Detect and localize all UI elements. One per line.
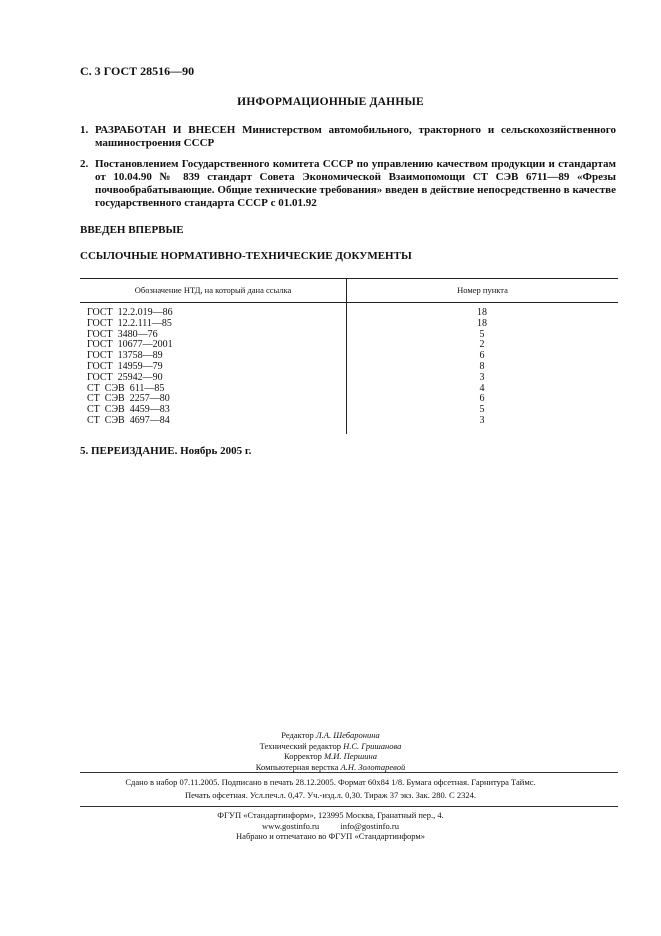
point-number: 5 xyxy=(479,328,485,340)
document-designation: ГОСТ 12.2.111—85 xyxy=(87,317,172,329)
introduced-first: ВВЕДЕН ВПЕРВЫЕ xyxy=(80,224,184,236)
document-designation: СТ СЭВ 2257—80 xyxy=(87,393,170,405)
table-row xyxy=(80,319,618,330)
divider xyxy=(80,772,618,773)
document-designation: СТ СЭВ 4697—84 xyxy=(87,414,170,426)
table-header-border xyxy=(80,302,618,303)
item-number: 1. xyxy=(80,124,89,136)
item-number: 2. xyxy=(80,158,89,170)
publisher-info xyxy=(0,810,661,842)
point-number: 18 xyxy=(477,317,487,329)
publication-info-line-2: Печать офсетная. Усл.печ.л. 0,47. Уч.-изд.л. 0,30. Тираж 37 экз. Зак. 280. С 2324. xyxy=(185,790,476,800)
point-number: 6 xyxy=(479,350,485,362)
point-number: 5 xyxy=(479,404,485,416)
section-title: ИНФОРМАЦИОННЫЕ ДАННЫЕ xyxy=(237,96,424,108)
document-designation: ГОСТ 12.2.019—86 xyxy=(87,307,173,318)
credits-block xyxy=(0,730,661,772)
point-number: 6 xyxy=(479,393,485,405)
publisher-address: ФГУП «Стандартинформ», 123995 Москва, Гранатный пер., 4. xyxy=(217,810,444,820)
table-row xyxy=(80,373,618,384)
item-text: Постановлением Государственного комитета СССР по управлению качеством продукции и стандартам от 10.04.90 № 839 стандарт Совета Экономической Взаимопомощи СТ СЭВ 6711—89 «Фрезы почвообрабатывающие. Общие технические требования» введен в действие непосредственно в качестве государственного стандарта СССР с 01.01.92 xyxy=(95,158,616,209)
publisher-contacts: www.gostinfo.ru info@gostinfo.ru xyxy=(262,820,399,831)
point-number: 18 xyxy=(477,307,487,318)
publication-info xyxy=(0,776,661,802)
table-row xyxy=(80,416,618,427)
info-item-1 xyxy=(80,124,616,150)
printer-note: Набрано и отпечатано во ФГУП «Стандартинформ» xyxy=(236,831,425,841)
point-number: 2 xyxy=(479,339,485,351)
column-header-document: Обозначение НТД, на который дана ссылка xyxy=(134,285,292,295)
item-text: РАЗРАБОТАН И ВНЕСЕН Министерством автомобильного, тракторного и сельскохозяйственного машиностроения СССР xyxy=(95,124,616,149)
document-designation: ГОСТ 25942—90 xyxy=(87,371,163,383)
point-number: 8 xyxy=(479,360,485,372)
document-designation: ГОСТ 10677—2001 xyxy=(87,339,173,351)
info-item-2 xyxy=(80,158,616,210)
layout-line: Компьютерная верстка А.Н. Золотаревой xyxy=(255,761,406,772)
document-designation: ГОСТ 13758—89 xyxy=(87,350,163,362)
reissue-note: 5. ПЕРЕИЗДАНИЕ. Ноябрь 2005 г. xyxy=(80,445,252,457)
page-header: С. 3 ГОСТ 28516—90 xyxy=(80,64,195,78)
column-header-point: Номер пункта xyxy=(457,285,508,295)
document-designation: ГОСТ 14959—79 xyxy=(87,360,163,372)
divider xyxy=(80,806,618,807)
table-top-border xyxy=(80,278,618,279)
references-table xyxy=(80,278,618,434)
document-designation: СТ СЭВ 611—85 xyxy=(87,382,165,394)
point-number: 3 xyxy=(479,371,485,383)
references-title: ССЫЛОЧНЫЕ НОРМАТИВНО-ТЕХНИЧЕСКИЕ ДОКУМЕНТЫ xyxy=(80,250,412,262)
point-number: 3 xyxy=(479,414,485,426)
point-number: 4 xyxy=(479,382,485,394)
editor-line: Редактор Л.А. Шебаронина xyxy=(281,730,380,740)
document-designation: СТ СЭВ 4459—83 xyxy=(87,404,170,416)
tech-editor-line: Технический редактор Н.С. Гришанова xyxy=(259,740,402,751)
document-designation: ГОСТ 3480—76 xyxy=(87,328,158,340)
corrector-line: Корректор М.И. Першина xyxy=(284,751,377,761)
table-body xyxy=(80,308,618,427)
publication-info-line-1: Сдано в набор 07.11.2005. Подписано в печать 28.12.2005. Формат 60x84 1/8. Бумага офсетная. Гарнитура Таймс. xyxy=(125,777,536,787)
